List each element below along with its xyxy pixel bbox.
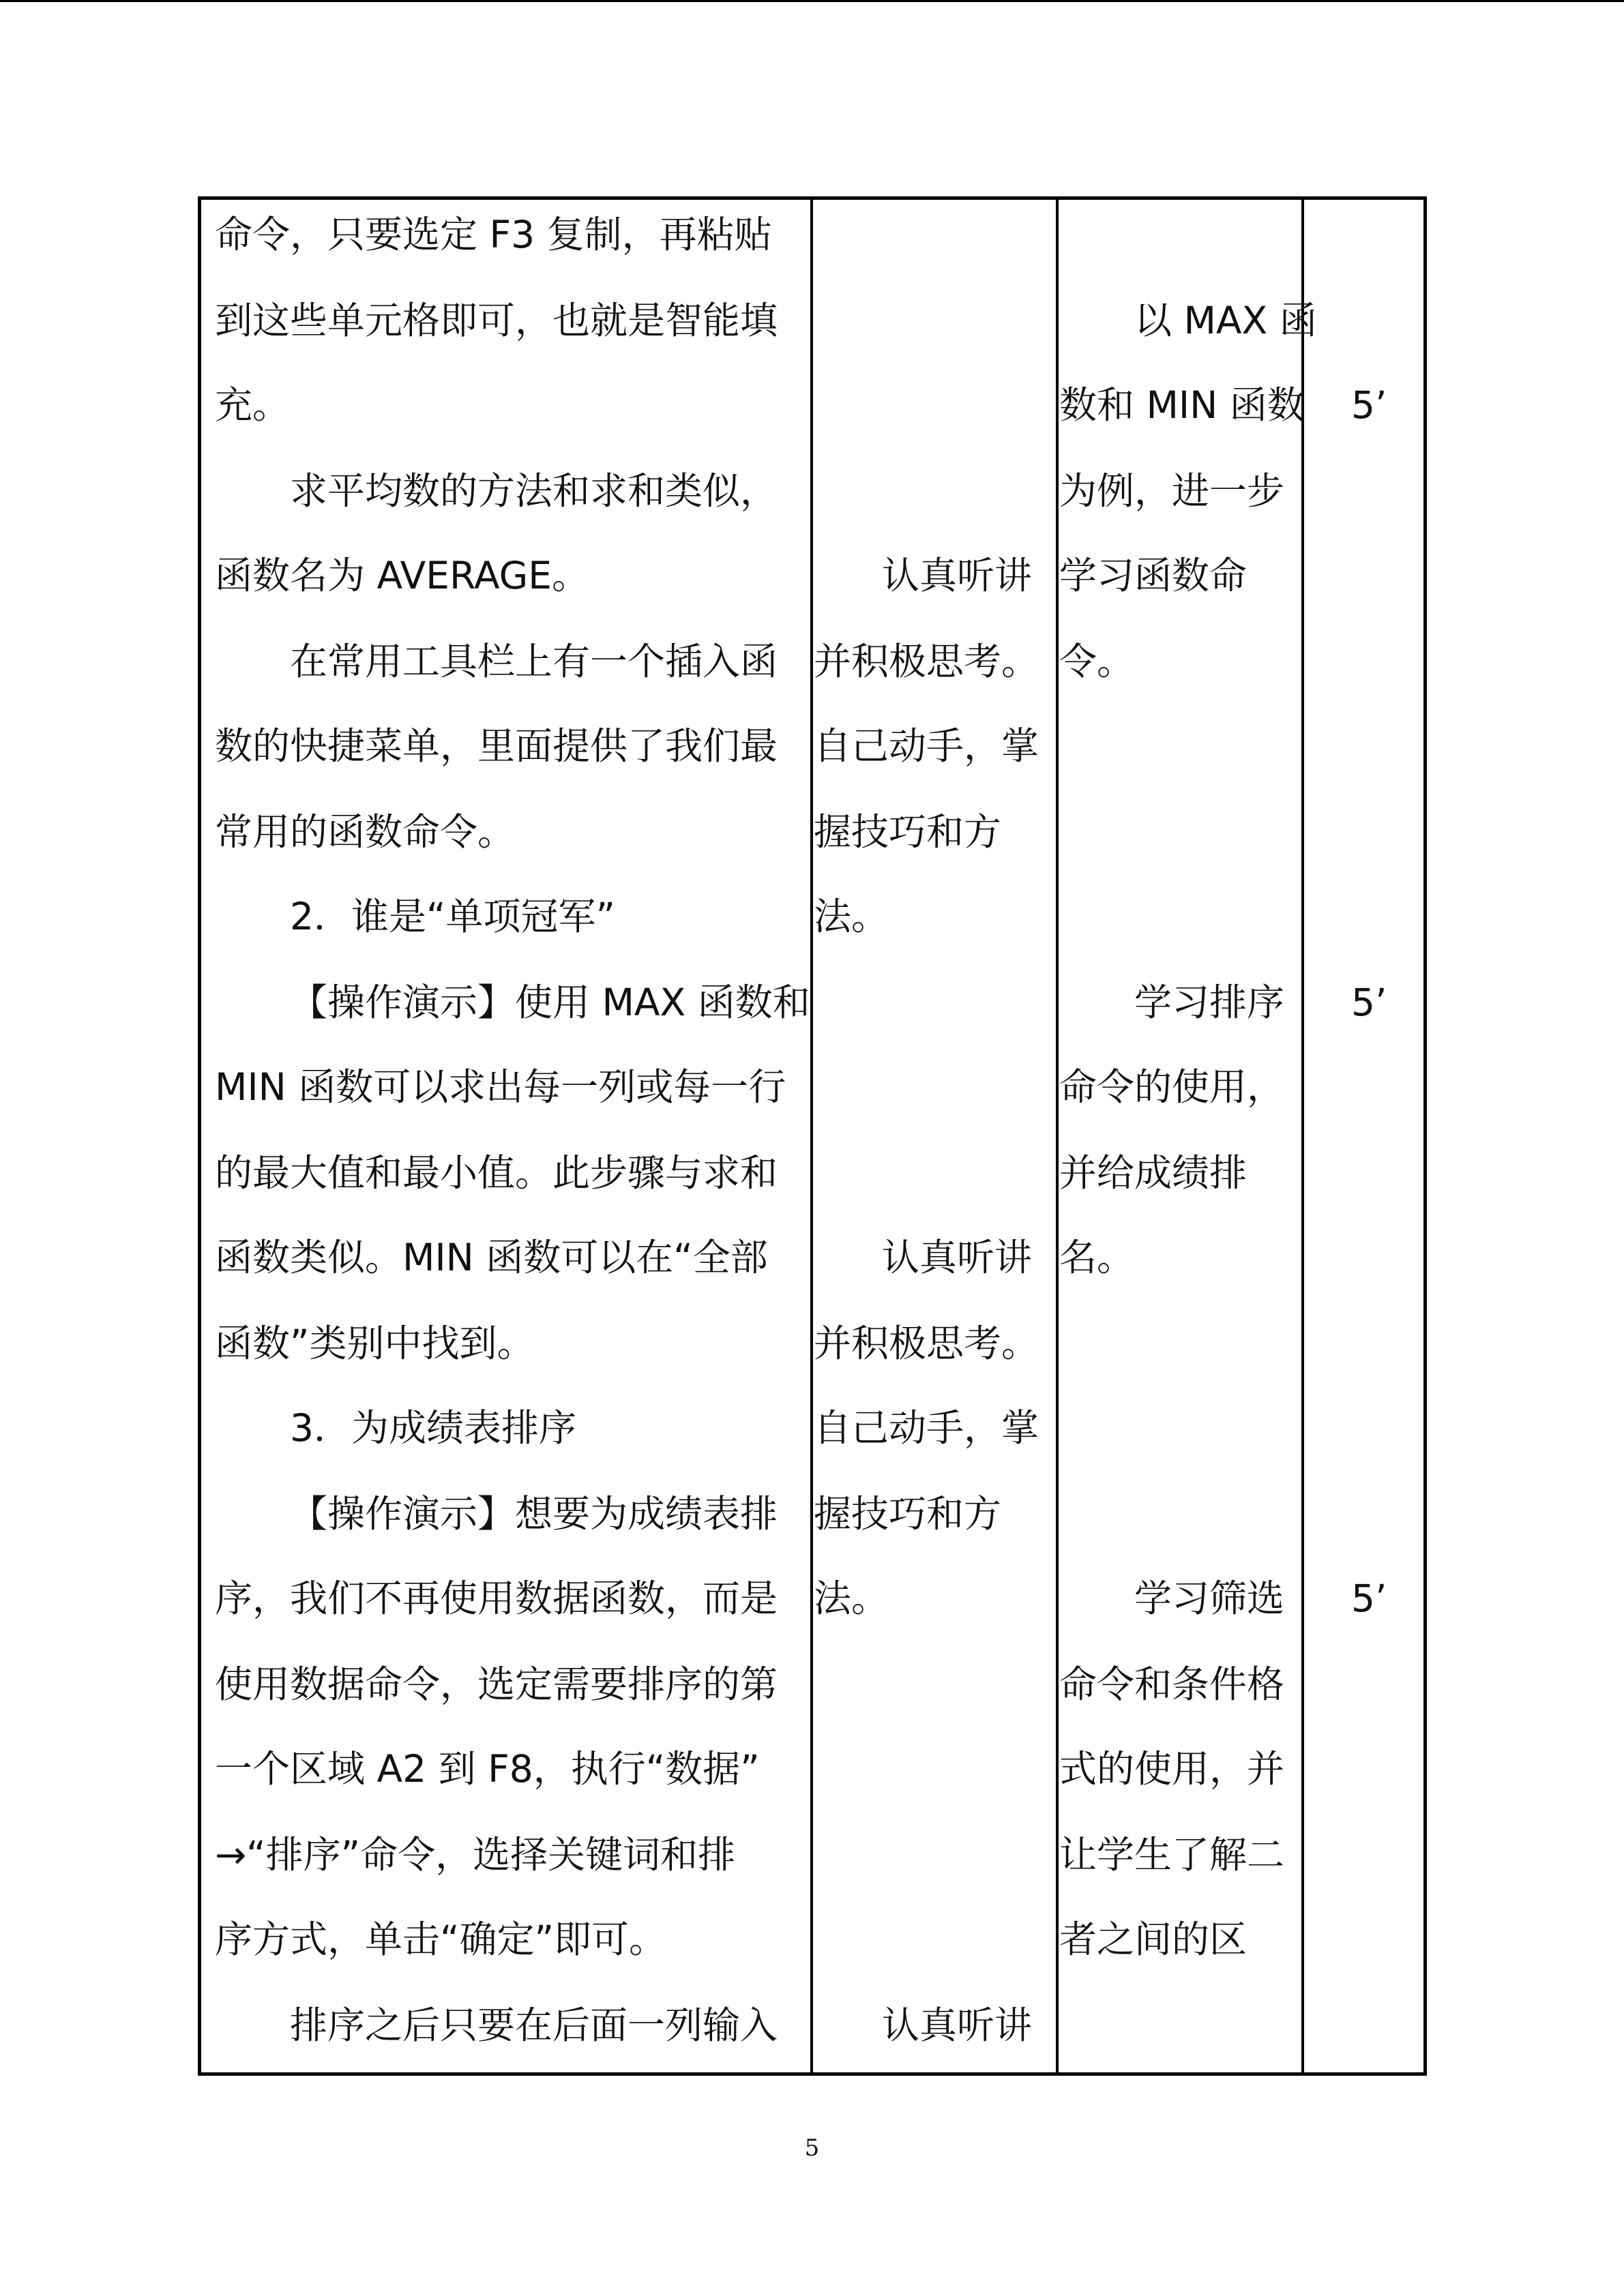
teaching-content-line: 数的快捷菜单，里面提供了我们最 [215, 724, 778, 768]
design-intent-line: 为例，进一步 [1059, 469, 1285, 513]
teaching-content-line: 序，我们不再使用数据函数，而是 [215, 1577, 778, 1620]
student-activity-line: 自己动手，掌 [814, 1406, 1039, 1450]
design-intent-line: 者之间的区 [1059, 1918, 1247, 1961]
teaching-content-line: 3．为成绩表排序 [290, 1406, 576, 1450]
design-intent-line: 数和 MIN 函数 [1059, 383, 1305, 427]
design-intent-line: 并给成绩排 [1059, 1151, 1247, 1195]
student-activity-line: 法。 [814, 1577, 889, 1620]
teaching-content-line: 排序之后只要在后面一列输入 [290, 2003, 778, 2047]
student-activity-line: 法。 [814, 895, 889, 938]
student-activity-line: 认真听讲 [882, 1236, 1033, 1279]
page-number: 5 [804, 2134, 820, 2162]
teaching-content-line: 命令，只要选定 F3 复制，再粘贴 [215, 213, 772, 256]
teaching-content-line: 充。 [215, 383, 291, 427]
column-divider [1056, 200, 1059, 2072]
teaching-content-line: →“排序”命令，选择关键词和排 [215, 1833, 736, 1877]
design-intent-line: 命令的使用， [1059, 1065, 1285, 1109]
teaching-content-line: 函数”类别中找到。 [215, 1322, 535, 1365]
design-intent-line: 式的使用，并 [1059, 1747, 1285, 1791]
design-intent-line: 学习函数命 [1059, 554, 1247, 597]
teaching-content-line: 【操作演示】想要为成绩表排 [290, 1492, 778, 1536]
teaching-content-line: 使用数据命令，选定需要排序的第 [215, 1663, 778, 1706]
student-activity-line: 认真听讲 [882, 2003, 1033, 2047]
student-activity-line: 握技巧和方 [814, 810, 1002, 854]
lesson-table [198, 196, 1427, 2076]
teaching-content-line: 常用的函数命令。 [215, 810, 516, 854]
student-activity-line: 并积极思考。 [814, 640, 1039, 683]
teaching-content-line: 函数名为 AVERAGE。 [215, 554, 589, 597]
design-intent-line: 名。 [1059, 1236, 1135, 1279]
teaching-content-line: 序方式，单击“确定”即可。 [215, 1918, 666, 1961]
time-allocation: 5’ [1351, 383, 1387, 427]
design-intent-line: 命令和条件格 [1059, 1663, 1285, 1706]
student-activity-line: 并积极思考。 [814, 1322, 1039, 1365]
student-activity-line: 握技巧和方 [814, 1492, 1002, 1536]
teaching-content-line: 函数类似。MIN 函数可以在“全部 [215, 1236, 768, 1279]
column-divider [1301, 200, 1304, 2072]
teaching-content-line: 2．谁是“单项冠军” [290, 895, 615, 938]
page-top-border [0, 0, 1624, 2]
design-intent-line: 学习排序 [1134, 981, 1285, 1024]
student-activity-line: 自己动手，掌 [814, 724, 1039, 768]
teaching-content-line: 一个区域 A2 到 F8，执行“数据” [215, 1747, 760, 1791]
teaching-content-line: MIN 函数可以求出每一列或每一行 [215, 1065, 786, 1109]
design-intent-line: 让学生了解二 [1059, 1833, 1285, 1877]
design-intent-line: 学习筛选 [1134, 1577, 1285, 1620]
teaching-content-line: 求平均数的方法和求和类似， [290, 469, 778, 513]
teaching-content-line: 到这些单元格即可，也就是智能填 [215, 299, 778, 342]
teaching-content-line: 在常用工具栏上有一个插入函 [290, 640, 778, 683]
time-allocation: 5’ [1351, 1577, 1387, 1620]
student-activity-line: 认真听讲 [882, 554, 1033, 597]
design-intent-line: 令。 [1059, 640, 1135, 683]
column-divider [810, 200, 813, 2072]
teaching-content-line: 的最大值和最小值。此步骤与求和 [215, 1151, 778, 1195]
teaching-content-line: 【操作演示】使用 MAX 函数和 [290, 981, 810, 1024]
design-intent-line: 以 MAX 函 [1134, 299, 1317, 342]
time-allocation: 5’ [1351, 981, 1387, 1024]
